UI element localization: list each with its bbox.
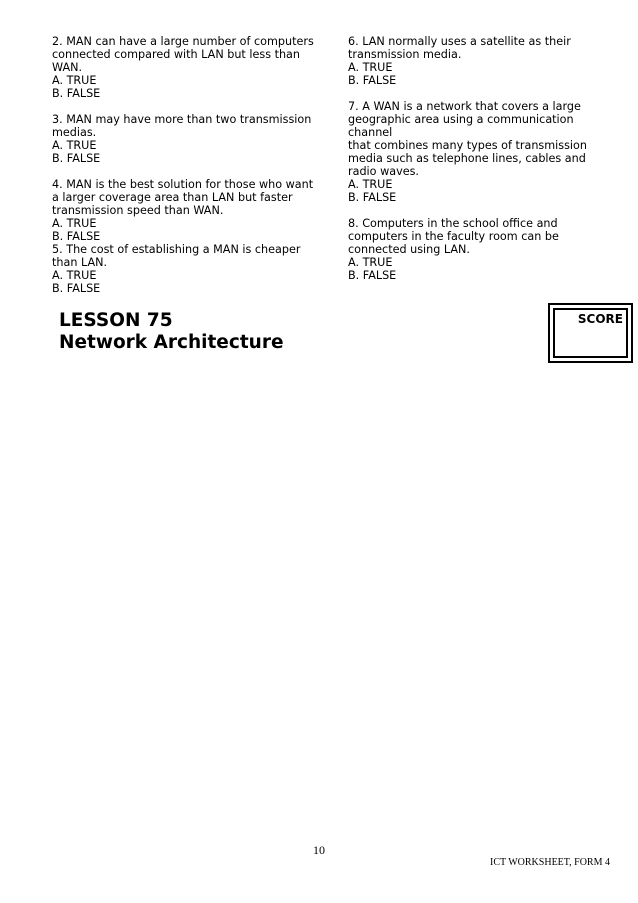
question-4 — [52, 178, 322, 243]
question-text: geographic area using a communication — [348, 113, 574, 126]
question-7 — [348, 100, 608, 204]
question-text: channel — [348, 126, 393, 139]
option-a: A. TRUE — [348, 178, 393, 191]
question-text: WAN. — [52, 61, 83, 74]
option-a: A. TRUE — [52, 139, 97, 152]
option-b: B. FALSE — [52, 87, 101, 100]
lesson-heading — [59, 310, 284, 354]
lesson-number: LESSON 75 — [59, 310, 173, 331]
question-text: than LAN. — [52, 256, 108, 269]
question-text: 7. A WAN is a network that covers a large — [348, 100, 581, 113]
option-a: A. TRUE — [348, 61, 393, 74]
question-text: 3. MAN may have more than two transmission — [52, 113, 312, 126]
question-text: that combines many types of transmission — [348, 139, 587, 152]
left-question-column — [52, 35, 322, 295]
question-2 — [52, 35, 322, 100]
option-a: A. TRUE — [52, 74, 97, 87]
question-text: transmission media. — [348, 48, 462, 61]
question-3 — [52, 113, 322, 165]
question-text: 5. The cost of establishing a MAN is cheaper — [52, 243, 301, 256]
question-text: transmission speed than WAN. — [52, 204, 224, 217]
question-text: connected compared with LAN but less than — [52, 48, 301, 61]
question-text: 4. MAN is the best solution for those who want — [52, 178, 314, 191]
question-text: computers in the faculty room can be — [348, 230, 559, 243]
option-b: B. FALSE — [348, 191, 397, 204]
question-8 — [348, 217, 608, 282]
right-question-column — [348, 35, 608, 282]
question-text: 2. MAN can have a large number of computers — [52, 35, 314, 48]
question-5 — [52, 243, 322, 295]
option-b: B. FALSE — [52, 230, 101, 243]
footer-text: ICT WORKSHEET, FORM 4 — [489, 857, 610, 868]
question-text: radio waves. — [348, 165, 419, 178]
lesson-title: Network Architecture — [59, 332, 284, 353]
score-label: SCORE — [577, 312, 623, 326]
question-text: connected using LAN. — [348, 243, 470, 256]
page-number: 10 — [313, 843, 325, 857]
question-text: media such as telephone lines, cables and — [348, 152, 586, 165]
option-a: A. TRUE — [348, 256, 393, 269]
option-a: A. TRUE — [52, 217, 97, 230]
option-a: A. TRUE — [52, 269, 97, 282]
score-box — [548, 303, 633, 363]
question-text: medias. — [52, 126, 97, 139]
option-b: B. FALSE — [348, 269, 397, 282]
question-text: a larger coverage area than LAN but faster — [52, 191, 293, 204]
question-text: 6. LAN normally uses a satellite as their — [348, 35, 571, 48]
question-6 — [348, 35, 608, 87]
option-b: B. FALSE — [348, 74, 397, 87]
question-text: 8. Computers in the school office and — [348, 217, 558, 230]
option-b: B. FALSE — [52, 282, 101, 295]
option-b: B. FALSE — [52, 152, 101, 165]
